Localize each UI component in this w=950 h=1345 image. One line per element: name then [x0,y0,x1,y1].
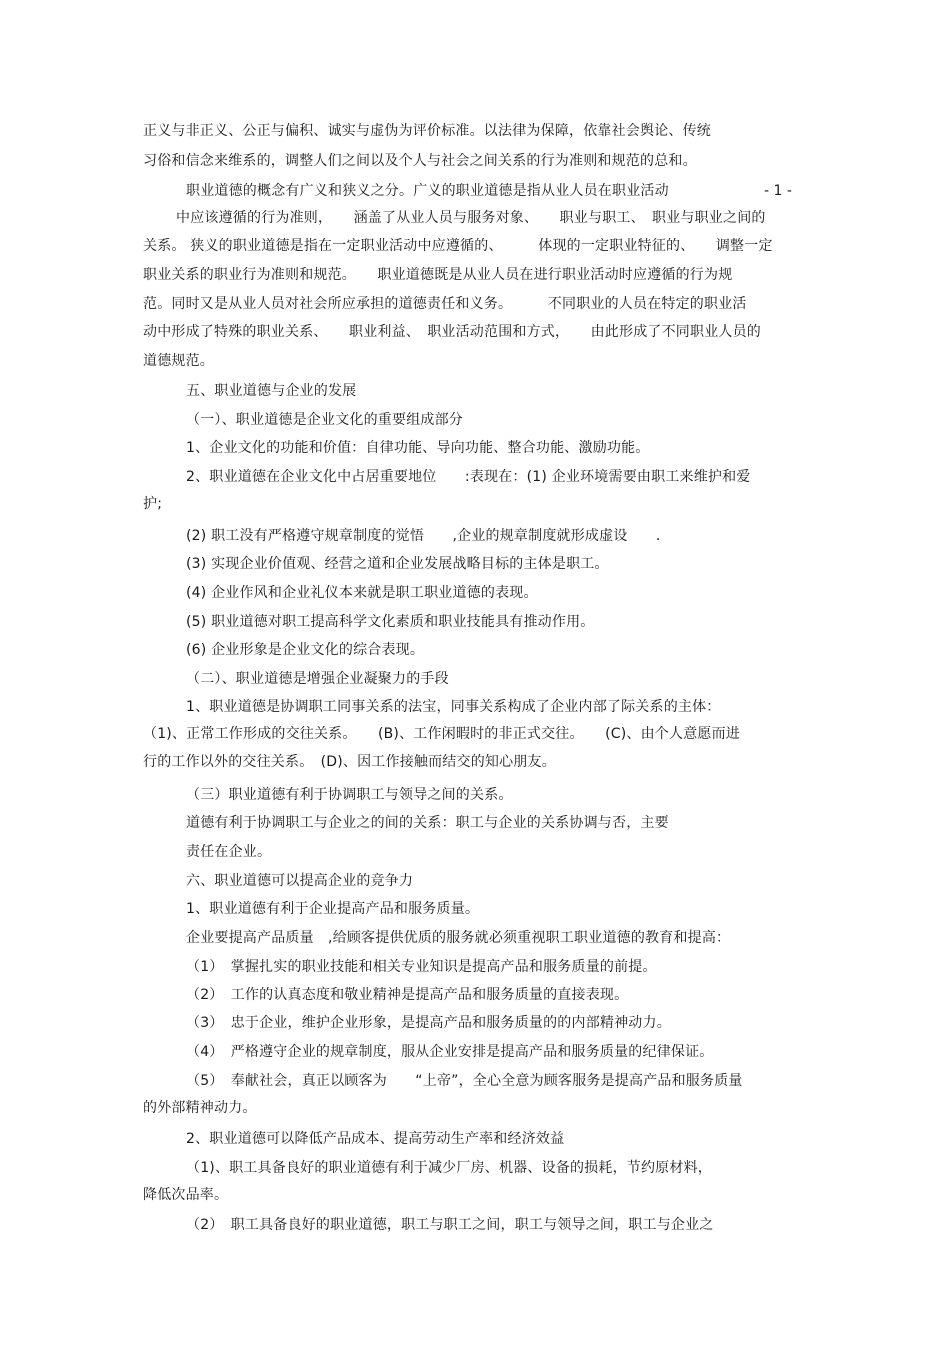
page-number: - 1 - [764,183,792,199]
subsection-heading: （二）、职业道德是增强企业凝聚力的手段 [186,671,449,687]
text-line: 中应该遵循的行为准则， 涵盖了从业人员与服务对象、 职业与职工、 职业与职业之间的 [176,210,766,226]
text-line: 行的工作以外的交往关系。 (D)、因工作接触而结交的知心朋友。 [143,754,556,770]
text-line: 职业道德的概念有广义和狭义之分。广义的职业道德是指从业人员在职业活动 [186,183,669,199]
text-line: 1、企业文化的功能和价值：自律功能、导向功能、整合功能、激励功能。 [186,440,650,456]
text-line: （3） 忠于企业，维护企业形象，是提高产品和服务质量的的内部精神动力。 [186,1015,671,1031]
text-line: 正义与非正义、公正与偏积、诚实与虚伪为评价标准。以法律为保障，依靠社会舆论、传统 [143,123,711,139]
text-line: 2、职业道德可以降低产品成本、提高劳动生产率和经济效益 [186,1131,565,1147]
text-line: 责任在企业。 [186,844,272,860]
text-line: （2） 工作的认真态度和敬业精神是提高产品和服务质量的直接表现。 [186,987,629,1003]
text-line: 2、职业道德在企业文化中占居重要地位 :表现在：(1) 企业环境需要由职工来维护和爱 [186,469,751,485]
text-line: （5） 奉献社会，真正以顾客为 “上帝”，全心全意为顾客服务是提高产品和服务质量 [186,1073,743,1089]
text-line: (4) 企业作风和企业礼仪本来就是职工职业道德的表现。 [186,585,538,601]
text-line: （1） 掌握扎实的职业技能和相关专业知识是提高产品和服务质量的前提。 [186,959,657,975]
text-line: 降低次品率。 [143,1187,229,1203]
text-line: 道德规范。 [143,353,214,369]
text-line: （1)、职工具备良好的职业道德有利于减少厂房、机器、设备的损耗，节约原材料， [186,1160,712,1176]
text-line: 1、职业道德是协调职工同事关系的法宝，同事关系构成了企业内部了际关系的主体： [186,699,721,715]
text-line: （4） 严格遵守企业的规章制度，服从企业安排是提高产品和服务质量的纪律保证。 [186,1044,714,1060]
text-line: (6) 企业形象是企业文化的综合表现。 [186,642,425,658]
text-line: 关系。 狭义的职业道德是指在一定职业活动中应遵循的、 体现的一定职业特征的、 调整一定 [143,238,773,254]
text-line: 职业关系的职业行为准则和规范。 职业道德既是从业人员在进行职业活动时应遵循的行为规 [143,267,733,283]
text-line: 动中形成了特殊的职业关系、 职业利益、 职业活动范围和方式， 由此形成了不同职业人员的 [143,324,761,340]
text-line: 的外部精神动力。 [143,1100,257,1116]
subsection-heading: （三）职业道德有利于协调职工与领导之间的关系。 [186,787,513,803]
text-line: (2) 职工没有严格遵守规章制度的觉悟 ,企业的规章制度就形成虚设 . [186,528,661,544]
section-heading: 六、职业道德可以提高企业的竞争力 [186,873,414,889]
text-line: 道德有利于协调职工与企业之的间的关系：职工与企业的关系协调与否，主要 [186,815,669,831]
subsection-heading: （一）、职业道德是企业文化的重要组成部分 [186,412,463,428]
text-line: （2） 职工具备良好的职业道德，职工与职工之间，职工与领导之间，职工与企业之 [186,1217,714,1233]
section-heading: 五、职业道德与企业的发展 [186,383,357,399]
text-line: （1)、正常工作形成的交往关系。 (B)、工作闲暇时的非正式交往。 (C)、由个人意愿而进 [143,726,740,742]
text-line: 护; [143,496,163,512]
text-line: 范。同时又是从业人员对社会所应承担的道德责任和义务。 不同职业的人员在特定的职业活 [143,296,747,312]
text-line: 1、职业道德有利于企业提高产品和服务质量。 [186,901,480,917]
text-line: (5) 职业道德对职工提高科学文化素质和职业技能具有推动作用。 [186,614,595,630]
text-line: (3) 实现企业价值观、经营之道和企业发展战略目标的主体是职工。 [186,556,609,572]
text-line: 企业要提高产品质量 ,给顾客提供优质的服务就必须重视职工职业道德的教育和提高： [186,930,731,946]
text-line: 习俗和信念来维系的，调整人们之间以及个人与社会之间关系的行为准则和规范的总和。 [143,153,697,169]
